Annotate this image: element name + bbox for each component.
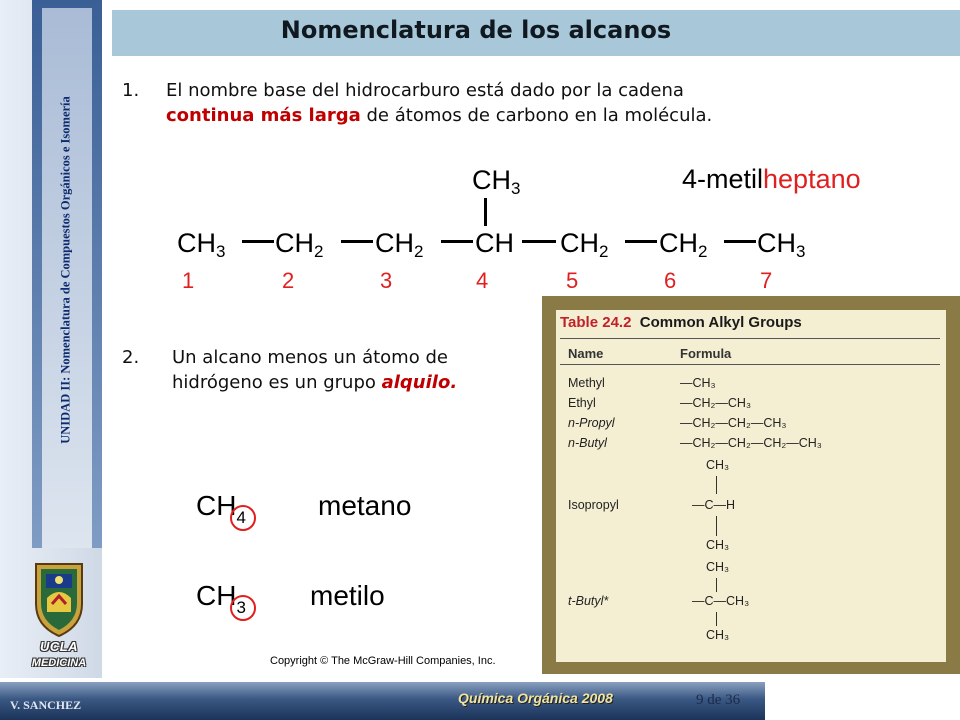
ucla-label: UCLA [39,639,79,654]
branch-bond [484,198,487,226]
point-2-line1: Un alcano menos un átomo de [172,347,448,368]
table-header-name: Name [568,346,604,361]
course-label: Química Orgánica 2008 [458,690,613,706]
branch-group: $CH_3$ [472,165,521,198]
carbon-number-7: 7 [760,268,773,293]
row-name-methyl: Methyl [568,376,605,390]
formula-ch4: CH4 [196,490,246,527]
table-header-formula: Formula [680,346,732,361]
iso-bottom-group: CH₃ [706,538,730,552]
footer [0,678,960,720]
carbon-number-6: 6 [664,268,677,293]
row-name-isopropyl: Isopropyl [568,498,619,512]
chain-bond-6 [724,240,756,243]
chain-group-4: CH [475,228,514,258]
ucla-logo-icon [30,560,88,638]
tbu-bond-top [716,578,717,592]
point-1-highlight: continua más larga [166,105,361,126]
table-rule-header [560,364,940,365]
iso-bond-top [716,476,717,494]
unit-title: UNIDAD II: Nomenclatura de Compuestos Orgánicos e Isomería [58,96,73,444]
footer-bar [0,682,765,720]
row-formula-tbutyl: —C—CH₃ [692,594,750,608]
point-2-text: Un alcano menos un átomo de hidrógeno es un grupo alquilo. [172,347,458,393]
point-2-line2: hidrógeno es un grupo [172,372,382,393]
chain-group-6: $CH_2$ [659,228,708,261]
author-label: V. SANCHEZ [10,698,82,712]
formula-ch3: CH3 [196,580,246,617]
carbon-number-4: 4 [476,268,489,293]
row-name-npropyl: n-Propyl [568,416,615,430]
row-formula-methyl: —CH₃ [680,376,716,390]
iso-bond-bottom [716,516,717,536]
carbon-number-2: 2 [282,268,295,293]
chain-bond-5 [625,240,657,243]
row-formula-npropyl: —CH₂—CH₂—CH₃ [680,416,787,430]
page-number: 9 de 36 [696,692,741,708]
row-formula-ethyl: —CH₂—CH₃ [680,396,752,410]
tbu-bottom-group: CH₃ [706,628,730,642]
chain-group-2: $CH_2$ [275,228,324,261]
footer-right [765,682,960,720]
chain-bond-3 [441,240,473,243]
copyright-notice: Copyright © The McGraw-Hill Companies, Inc. [270,655,496,667]
carbon-number-3: 3 [380,268,393,293]
carbon-number-1: 1 [182,268,195,293]
tbu-top-group: CH₃ [706,560,730,574]
highlight-circle-ch4 [230,505,256,531]
row-name-nbutyl: n-Butyl [568,436,607,450]
slide-title: Nomenclatura de los alcanos [280,16,672,44]
chain-group-7: $CH_3$ [757,228,806,261]
chain-group-3: $CH_2$ [375,228,424,261]
point-2-number: 2. [122,347,140,368]
compound-name: 4-metilheptano [682,164,861,194]
alkyl-groups-table [542,296,960,674]
medicina-label: MEDICINA [31,657,87,669]
tbu-bond-bottom [716,612,717,626]
iso-top-group: CH₃ [706,458,730,472]
row-formula-nbutyl: —CH₂—CH₂—CH₂—CH₃ [680,436,822,450]
sidebar [0,0,102,678]
highlight-circle-ch3 [230,595,256,621]
table-rule-top [560,338,940,339]
name-metano: metano [318,490,412,521]
chain-group-1: $CH_3$ [177,228,226,261]
row-name-ethyl: Ethyl [568,396,596,410]
name-metilo: metilo [310,580,385,611]
row-name-tbutyl: t-Butyl* [568,594,609,608]
table-panel [556,310,946,662]
chain-bond-4 [522,240,556,243]
chain-bond-2 [341,240,373,243]
carbon-number-5: 5 [566,268,579,293]
table-title: Table 24.2 Common Alkyl Groups [560,314,802,331]
alquilo-highlight: alquilo [381,372,451,393]
point-1-line1: El nombre base del hidrocarburo está dado por la cadena [166,80,684,101]
point-1-number: 1. [122,80,140,101]
chain-bond-1 [242,240,274,243]
point-1-text [166,78,886,128]
row-formula-isopropyl: —C—H [692,498,736,512]
point-1-rest: de átomos de carbono en la molécula. [360,105,713,126]
chain-group-5: $CH_2$ [560,228,609,261]
